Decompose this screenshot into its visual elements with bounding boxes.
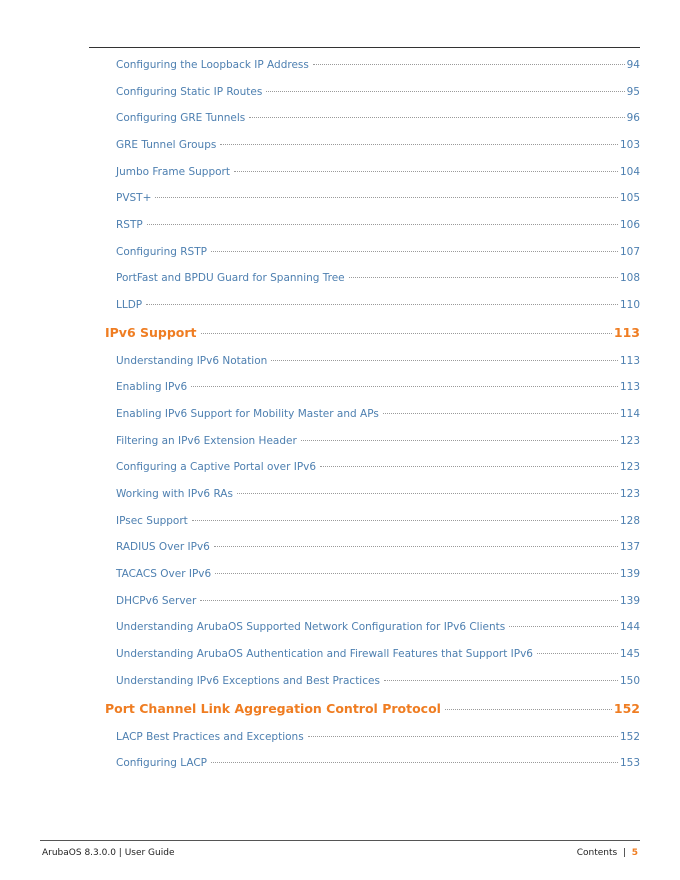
- toc-entry[interactable]: [116, 85, 640, 99]
- dot-leader: [215, 573, 618, 574]
- toc-entry[interactable]: [116, 111, 640, 125]
- toc-entry-title[interactable]: TACACS Over IPv6: [116, 568, 212, 580]
- dot-leader: [155, 197, 618, 198]
- toc-entry-page[interactable]: 152: [613, 701, 640, 716]
- toc-entry[interactable]: [116, 730, 640, 744]
- dot-leader: [445, 709, 612, 710]
- toc-entry-title[interactable]: Configuring RSTP: [116, 246, 207, 258]
- toc-entry-page[interactable]: 137: [619, 541, 640, 553]
- dot-leader: [192, 520, 618, 521]
- top-rule: [89, 47, 640, 48]
- toc-entry-title[interactable]: Filtering an IPv6 Extension Header: [116, 435, 297, 447]
- dot-leader: [383, 413, 618, 414]
- toc-entry[interactable]: [116, 594, 640, 608]
- dot-leader: [271, 360, 618, 361]
- toc-entry[interactable]: [116, 514, 640, 528]
- toc-entry[interactable]: [116, 58, 640, 72]
- toc-entry[interactable]: [116, 434, 640, 448]
- toc-entry-page[interactable]: 153: [619, 757, 640, 769]
- toc-entry-title[interactable]: IPsec Support: [116, 515, 188, 527]
- dot-leader: [308, 736, 618, 737]
- dot-leader: [211, 762, 618, 763]
- toc-entry-title[interactable]: Enabling IPv6: [116, 381, 188, 393]
- dot-leader: [301, 440, 618, 441]
- toc-entry-page[interactable]: 113: [613, 325, 640, 340]
- dot-leader: [211, 251, 618, 252]
- toc-entry-page[interactable]: 144: [619, 621, 640, 633]
- toc-entry-page[interactable]: 95: [626, 86, 640, 98]
- toc-entry-title[interactable]: Configuring GRE Tunnels: [116, 112, 246, 124]
- toc-entry[interactable]: [116, 460, 640, 474]
- toc-entry-title[interactable]: DHCPv6 Server: [116, 595, 197, 607]
- toc-entry-page[interactable]: 139: [619, 595, 640, 607]
- toc-entry-page[interactable]: 107: [619, 246, 640, 258]
- toc-entry-title[interactable]: Jumbo Frame Support: [116, 166, 230, 178]
- toc-entry-page[interactable]: 152: [619, 731, 640, 743]
- toc-entry-title[interactable]: LACP Best Practices and Exceptions: [116, 731, 304, 743]
- toc-entry[interactable]: [116, 647, 640, 661]
- dot-leader: [201, 333, 612, 334]
- toc-entry-title[interactable]: LLDP: [116, 299, 143, 311]
- toc-chapter-entry[interactable]: [105, 701, 640, 717]
- toc-entry-title[interactable]: PVST+: [116, 192, 152, 204]
- dot-leader: [266, 91, 624, 92]
- footer-page-number: 5: [631, 848, 638, 858]
- dot-leader: [349, 277, 618, 278]
- footer-page-label: [577, 848, 638, 859]
- toc-entry-title[interactable]: Understanding IPv6 Notation: [116, 355, 268, 367]
- toc-entry[interactable]: [116, 191, 640, 205]
- toc-entry[interactable]: [116, 165, 640, 179]
- toc-entry-page[interactable]: 114: [619, 408, 640, 420]
- toc-entry-title[interactable]: Port Channel Link Aggregation Control Protocol: [105, 701, 441, 716]
- footer-document-title: ArubaOS 8.3.0.0 | User Guide: [42, 848, 175, 858]
- toc-entry-page[interactable]: 113: [619, 355, 640, 367]
- dot-leader: [214, 546, 618, 547]
- toc-entry[interactable]: [116, 271, 640, 285]
- dot-leader: [147, 224, 618, 225]
- toc-entry-title[interactable]: IPv6 Support: [105, 325, 197, 340]
- toc-entry-title[interactable]: Configuring the Loopback IP Address: [116, 59, 309, 71]
- toc-entry[interactable]: [116, 540, 640, 554]
- dot-leader: [146, 304, 618, 305]
- toc-entry[interactable]: [116, 620, 640, 634]
- dot-leader: [249, 117, 624, 118]
- toc-entry-page[interactable]: 110: [619, 299, 640, 311]
- toc-chapter-entry[interactable]: [105, 325, 640, 341]
- footer-section: Contents: [576, 848, 618, 858]
- toc-entry-title[interactable]: Understanding ArubaOS Supported Network Configuration for IPv6 Clients: [116, 621, 506, 633]
- toc-entry-page[interactable]: 105: [619, 192, 640, 204]
- toc-entry[interactable]: [116, 354, 640, 368]
- dot-leader: [200, 600, 618, 601]
- toc-entry[interactable]: [116, 567, 640, 581]
- dot-leader: [237, 493, 618, 494]
- toc-entry[interactable]: [116, 218, 640, 232]
- toc-entry-page[interactable]: 145: [619, 648, 640, 660]
- toc-entry-title[interactable]: Working with IPv6 RAs: [116, 488, 233, 500]
- toc-entry-title[interactable]: RADIUS Over IPv6: [116, 541, 210, 553]
- toc-entry[interactable]: [116, 756, 640, 770]
- footer-separator: |: [622, 848, 626, 858]
- toc-entry-title[interactable]: Enabling IPv6 Support for Mobility Master and APs: [116, 408, 379, 420]
- toc-entry-title[interactable]: Configuring LACP: [116, 757, 207, 769]
- footer-rule: [40, 840, 640, 841]
- toc-entry-page[interactable]: 123: [619, 488, 640, 500]
- toc-entry-title[interactable]: PortFast and BPDU Guard for Spanning Tree: [116, 272, 345, 284]
- toc-entry[interactable]: [116, 138, 640, 152]
- toc-entry-page[interactable]: 113: [619, 381, 640, 393]
- toc-entry-page[interactable]: 104: [619, 166, 640, 178]
- toc-entry-page[interactable]: 108: [619, 272, 640, 284]
- dot-leader: [509, 626, 618, 627]
- toc-entry-page[interactable]: 123: [619, 435, 640, 447]
- toc-entry-page[interactable]: 139: [619, 568, 640, 580]
- toc-entry[interactable]: [116, 407, 640, 421]
- dot-leader: [220, 144, 618, 145]
- dot-leader: [234, 171, 618, 172]
- toc-entry[interactable]: [116, 298, 640, 312]
- toc-entry[interactable]: [116, 380, 640, 394]
- toc-entry[interactable]: [116, 245, 640, 259]
- toc-entry[interactable]: [116, 674, 640, 688]
- toc-entry-page[interactable]: 106: [619, 219, 640, 231]
- toc-entry-title[interactable]: Configuring Static IP Routes: [116, 86, 263, 98]
- toc-entry-title[interactable]: RSTP: [116, 219, 143, 231]
- toc-entry-title[interactable]: Understanding ArubaOS Authentication and Firewall Features that Support IPv6: [116, 648, 533, 660]
- dot-leader: [537, 653, 618, 654]
- dot-leader: [320, 466, 618, 467]
- toc-entry-page[interactable]: 96: [626, 112, 640, 124]
- toc-entry-title[interactable]: Understanding IPv6 Exceptions and Best Practices: [116, 675, 380, 687]
- toc-entry-page[interactable]: 94: [626, 59, 640, 71]
- toc-entry-page[interactable]: 128: [619, 515, 640, 527]
- toc-entry-page[interactable]: 123: [619, 461, 640, 473]
- dot-leader: [191, 386, 618, 387]
- toc-entry-page[interactable]: 150: [619, 675, 640, 687]
- toc-entry-page[interactable]: 103: [619, 139, 640, 151]
- toc-entry[interactable]: [116, 487, 640, 501]
- dot-leader: [313, 64, 625, 65]
- dot-leader: [384, 680, 618, 681]
- toc-entry-title[interactable]: GRE Tunnel Groups: [116, 139, 217, 151]
- toc-entry-title[interactable]: Configuring a Captive Portal over IPv6: [116, 461, 317, 473]
